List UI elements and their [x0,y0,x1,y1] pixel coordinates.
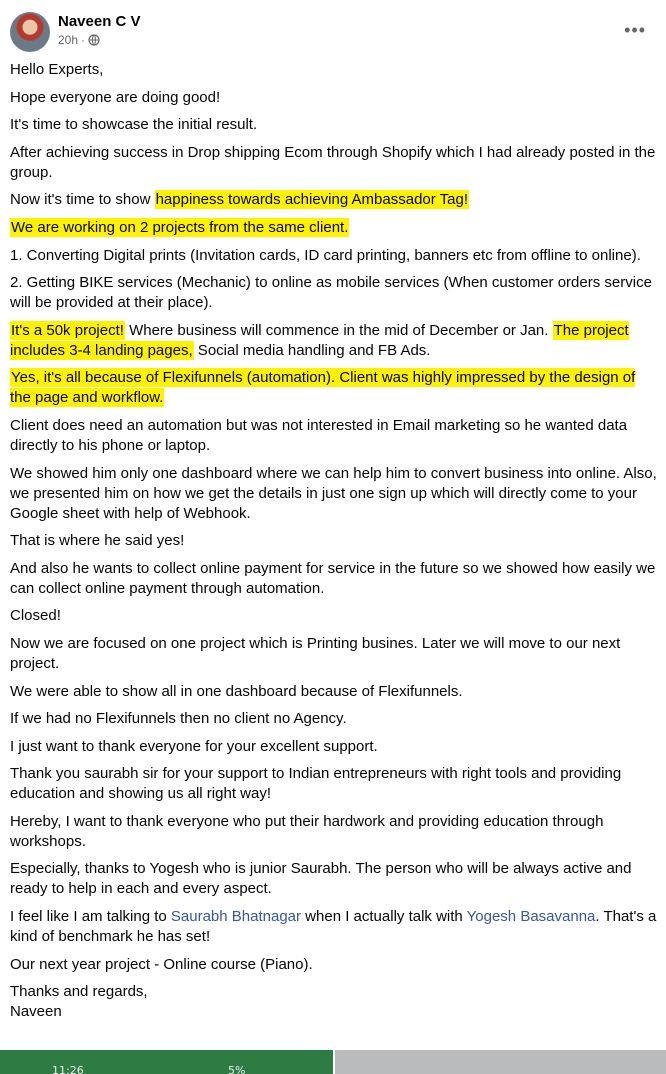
text-run: Naveen [10,1003,62,1021]
text-run: Thanks and regards, [10,983,148,1001]
post-paragraph [10,273,658,313]
meta-separator: · [81,33,86,47]
post-paragraph [10,246,658,266]
post-paragraph [10,218,658,238]
text-run: Now it's time to show [10,191,155,209]
text-run: Social media handling and FB Ads. [193,341,431,359]
text-run: Client does need an automation but was not interested in Email marketing so he wanted data directly to his phone or laptop. [10,416,628,454]
highlighted-text: We are working on 2 projects from the same client. [11,218,349,236]
user-mention-link[interactable]: Yogesh Basavanna [466,908,596,926]
photo-gallery[interactable] [0,1050,666,1074]
post-paragraph [10,115,658,135]
post-paragraph [10,859,658,899]
avatar[interactable] [10,12,50,52]
post-paragraph [10,737,658,757]
text-run: We showed him only one dashboard where we can help him to convert business into online. Also, we presented him on how we get the details in just one sign up which will directly come to your Google sheet with help of Webhook. [10,464,657,522]
post-paragraph [10,88,658,108]
post-paragraph [10,416,658,456]
highlighted-text: The project includes 3-4 landing pages, [10,321,629,359]
post-body [10,60,658,1030]
post-paragraph [10,982,658,1022]
post-paragraph [10,143,658,183]
text-run: Thank you saurabh sir for your support to Indian entrepreneurs with right tools and providing education and showing us all right way! [10,765,622,803]
text-run: After achieving success in Drop shipping Ecom through Shopify which I had already posted in the group. [10,143,656,181]
post-header [10,12,656,56]
text-run: when I actually talk with [301,908,467,926]
author-name[interactable]: Naveen C V [58,13,141,30]
post-paragraph [10,764,658,804]
post-paragraph [10,709,658,729]
post-paragraph [10,682,658,702]
highlighted-text: It's a 50k project! [11,321,124,339]
text-run: Where business will commence in the mid of December or Jan. [124,321,553,339]
post-paragraph [10,606,658,626]
text-run: We were able to show all in one dashboard because of Flexifunnels. [10,682,463,700]
photo-thumbnail-2[interactable] [335,1050,666,1074]
text-run: And also he wants to collect online payment for service in the future so we showed how easily we can collect online payment through automation. [10,559,656,597]
phone-battery: 5% [228,1064,246,1074]
post-paragraph [10,60,658,80]
text-run: . That's a kind of benchmark he has set! [10,908,657,946]
globe-icon [88,34,100,46]
post-paragraph [10,190,658,210]
post-meta [58,33,100,47]
text-run: 1. Converting Digital prints (Invitation cards, ID card printing, banners etc from offline to online). [10,246,641,264]
text-run: That is where he said yes! [10,532,185,550]
post-paragraph [10,634,658,674]
post-paragraph [10,464,658,524]
post-paragraph [10,907,658,947]
text-run: Hello Experts, [10,61,104,78]
post-paragraph [10,559,658,599]
text-run: I feel like I am talking to [10,908,171,926]
text-run: Hope everyone are doing good! [10,88,221,106]
text-run: If we had no Flexifunnels then no client no Agency. [10,710,347,728]
post-time[interactable]: 20h [58,33,79,47]
user-mention-link[interactable]: Saurabh Bhatnagar [170,908,302,926]
text-run: Now we are focused on one project which is Printing busines. Later we will move to our next project. [10,634,621,672]
photo-thumbnail-1[interactable] [0,1050,333,1074]
text-run: I just want to thank everyone for your excellent support. [10,737,378,755]
text-run: Closed! [10,607,61,625]
text-run: 2. Getting BIKE services (Mechanic) to online as mobile services (When customer orders service will be provided at their place). [10,274,652,312]
post-paragraph [10,955,658,975]
more-options-button[interactable]: ••• [624,20,646,40]
text-run: Hereby, I want to thank everyone who put their hardwork and providing education through workshops. [10,812,604,850]
post-paragraph [10,368,658,408]
post-paragraph [10,812,658,852]
phone-time: 11:26 [52,1064,84,1074]
highlighted-text: happiness towards achieving Ambassador Tag! [155,191,468,209]
highlighted-text: Yes, it's all because of Flexifunnels (automation). Client was highly impressed by the design of the page and workflow. [10,369,636,407]
text-run: Our next year project - Online course (Piano). [10,955,313,973]
text-run: Especially, thanks to Yogesh who is junior Saurabh. The person who will be always active and ready to help in each and every aspect. [10,860,632,898]
post-paragraph [10,321,658,361]
text-run: It's time to showcase the initial result. [10,116,258,134]
post-paragraph [10,531,658,551]
